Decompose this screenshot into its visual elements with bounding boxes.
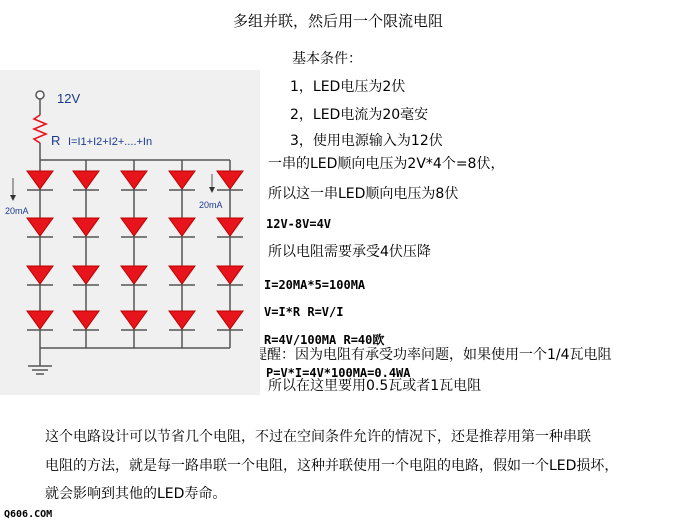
bottom-paragraph-line-2: 电阻的方法，就是每一路串联一个电阻，这种并联使用一个电阻的电路，假如一个LED损坏， — [45, 458, 619, 474]
led-circuit-diagram — [0, 70, 260, 395]
led-symbol — [169, 171, 195, 189]
supply-voltage-label: 12V — [57, 91, 81, 106]
calc-line-6: V=I*R R=V/I — [264, 305, 344, 319]
led-symbol — [217, 218, 243, 236]
led-symbol — [73, 266, 99, 284]
resistor-label: R — [51, 133, 61, 148]
led-array — [27, 171, 243, 330]
led-symbol — [217, 311, 243, 329]
arrowhead — [10, 195, 16, 201]
supply-terminal — [36, 91, 44, 99]
led-symbol — [169, 218, 195, 236]
calc-line-2: 所以这一串LED顺向电压为8伏 — [268, 186, 459, 202]
current-equation-label: I=I1+I2+I2+....+In — [68, 136, 153, 148]
page-title: 多组并联，然后用一个限流电阻 — [233, 12, 444, 30]
led-symbol — [217, 171, 243, 189]
condition-item: 2，LED电流为20毫安 — [290, 107, 429, 123]
led-symbol — [217, 266, 243, 284]
led-symbol — [121, 171, 147, 189]
led-symbol — [27, 311, 53, 329]
calc-line-3: 12V-8V=4V — [266, 217, 332, 231]
led-symbol — [169, 266, 195, 284]
calc-line-1: 一串的LED顺向电压为2V*4个=8伏， — [268, 156, 505, 172]
branch-current-label-right: 20mA — [199, 200, 223, 210]
branch-current-label-left: 20mA — [5, 206, 29, 216]
watermark: Q606.COM — [4, 509, 53, 520]
calc-line-8: 提醒：因为电阻有承受功率问题，如果使用一个1/4瓦电阻 — [253, 347, 612, 363]
condition-item: 3，使用电源输入为12伏 — [290, 133, 443, 149]
calc-line-9: P=V*I=4V*100MA=0.4WA — [266, 366, 411, 380]
led-symbol — [169, 311, 195, 329]
calc-line-4: 所以电阻需要承受4伏压降 — [268, 244, 431, 260]
calc-line-7: R=4V/100MA R=40欧 — [264, 333, 385, 347]
led-symbol — [27, 171, 53, 189]
led-symbol — [27, 266, 53, 284]
resistor-symbol — [34, 115, 46, 143]
calc-line-10: 所以在这里要用0.5瓦或者1瓦电阻 — [268, 378, 482, 394]
arrowhead — [209, 187, 215, 193]
led-symbol — [27, 218, 53, 236]
led-symbol — [121, 311, 147, 329]
led-symbol — [73, 311, 99, 329]
condition-item: 1，LED电压为2伏 — [290, 79, 406, 95]
led-symbol — [73, 171, 99, 189]
led-symbol — [121, 218, 147, 236]
bottom-paragraph-line-3: 就会影响到其他的LED寿命。 — [45, 486, 227, 502]
calc-line-5: I=20MA*5=100MA — [264, 278, 366, 292]
circuit-labels — [5, 91, 223, 216]
led-symbol — [121, 266, 147, 284]
conditions-heading: 基本条件： — [292, 51, 362, 67]
led-symbol — [73, 218, 99, 236]
bottom-paragraph-line-1: 这个电路设计可以节省几个电阻，不过在空间条件允许的情况下，还是推荐用第一种串联 — [45, 429, 591, 445]
